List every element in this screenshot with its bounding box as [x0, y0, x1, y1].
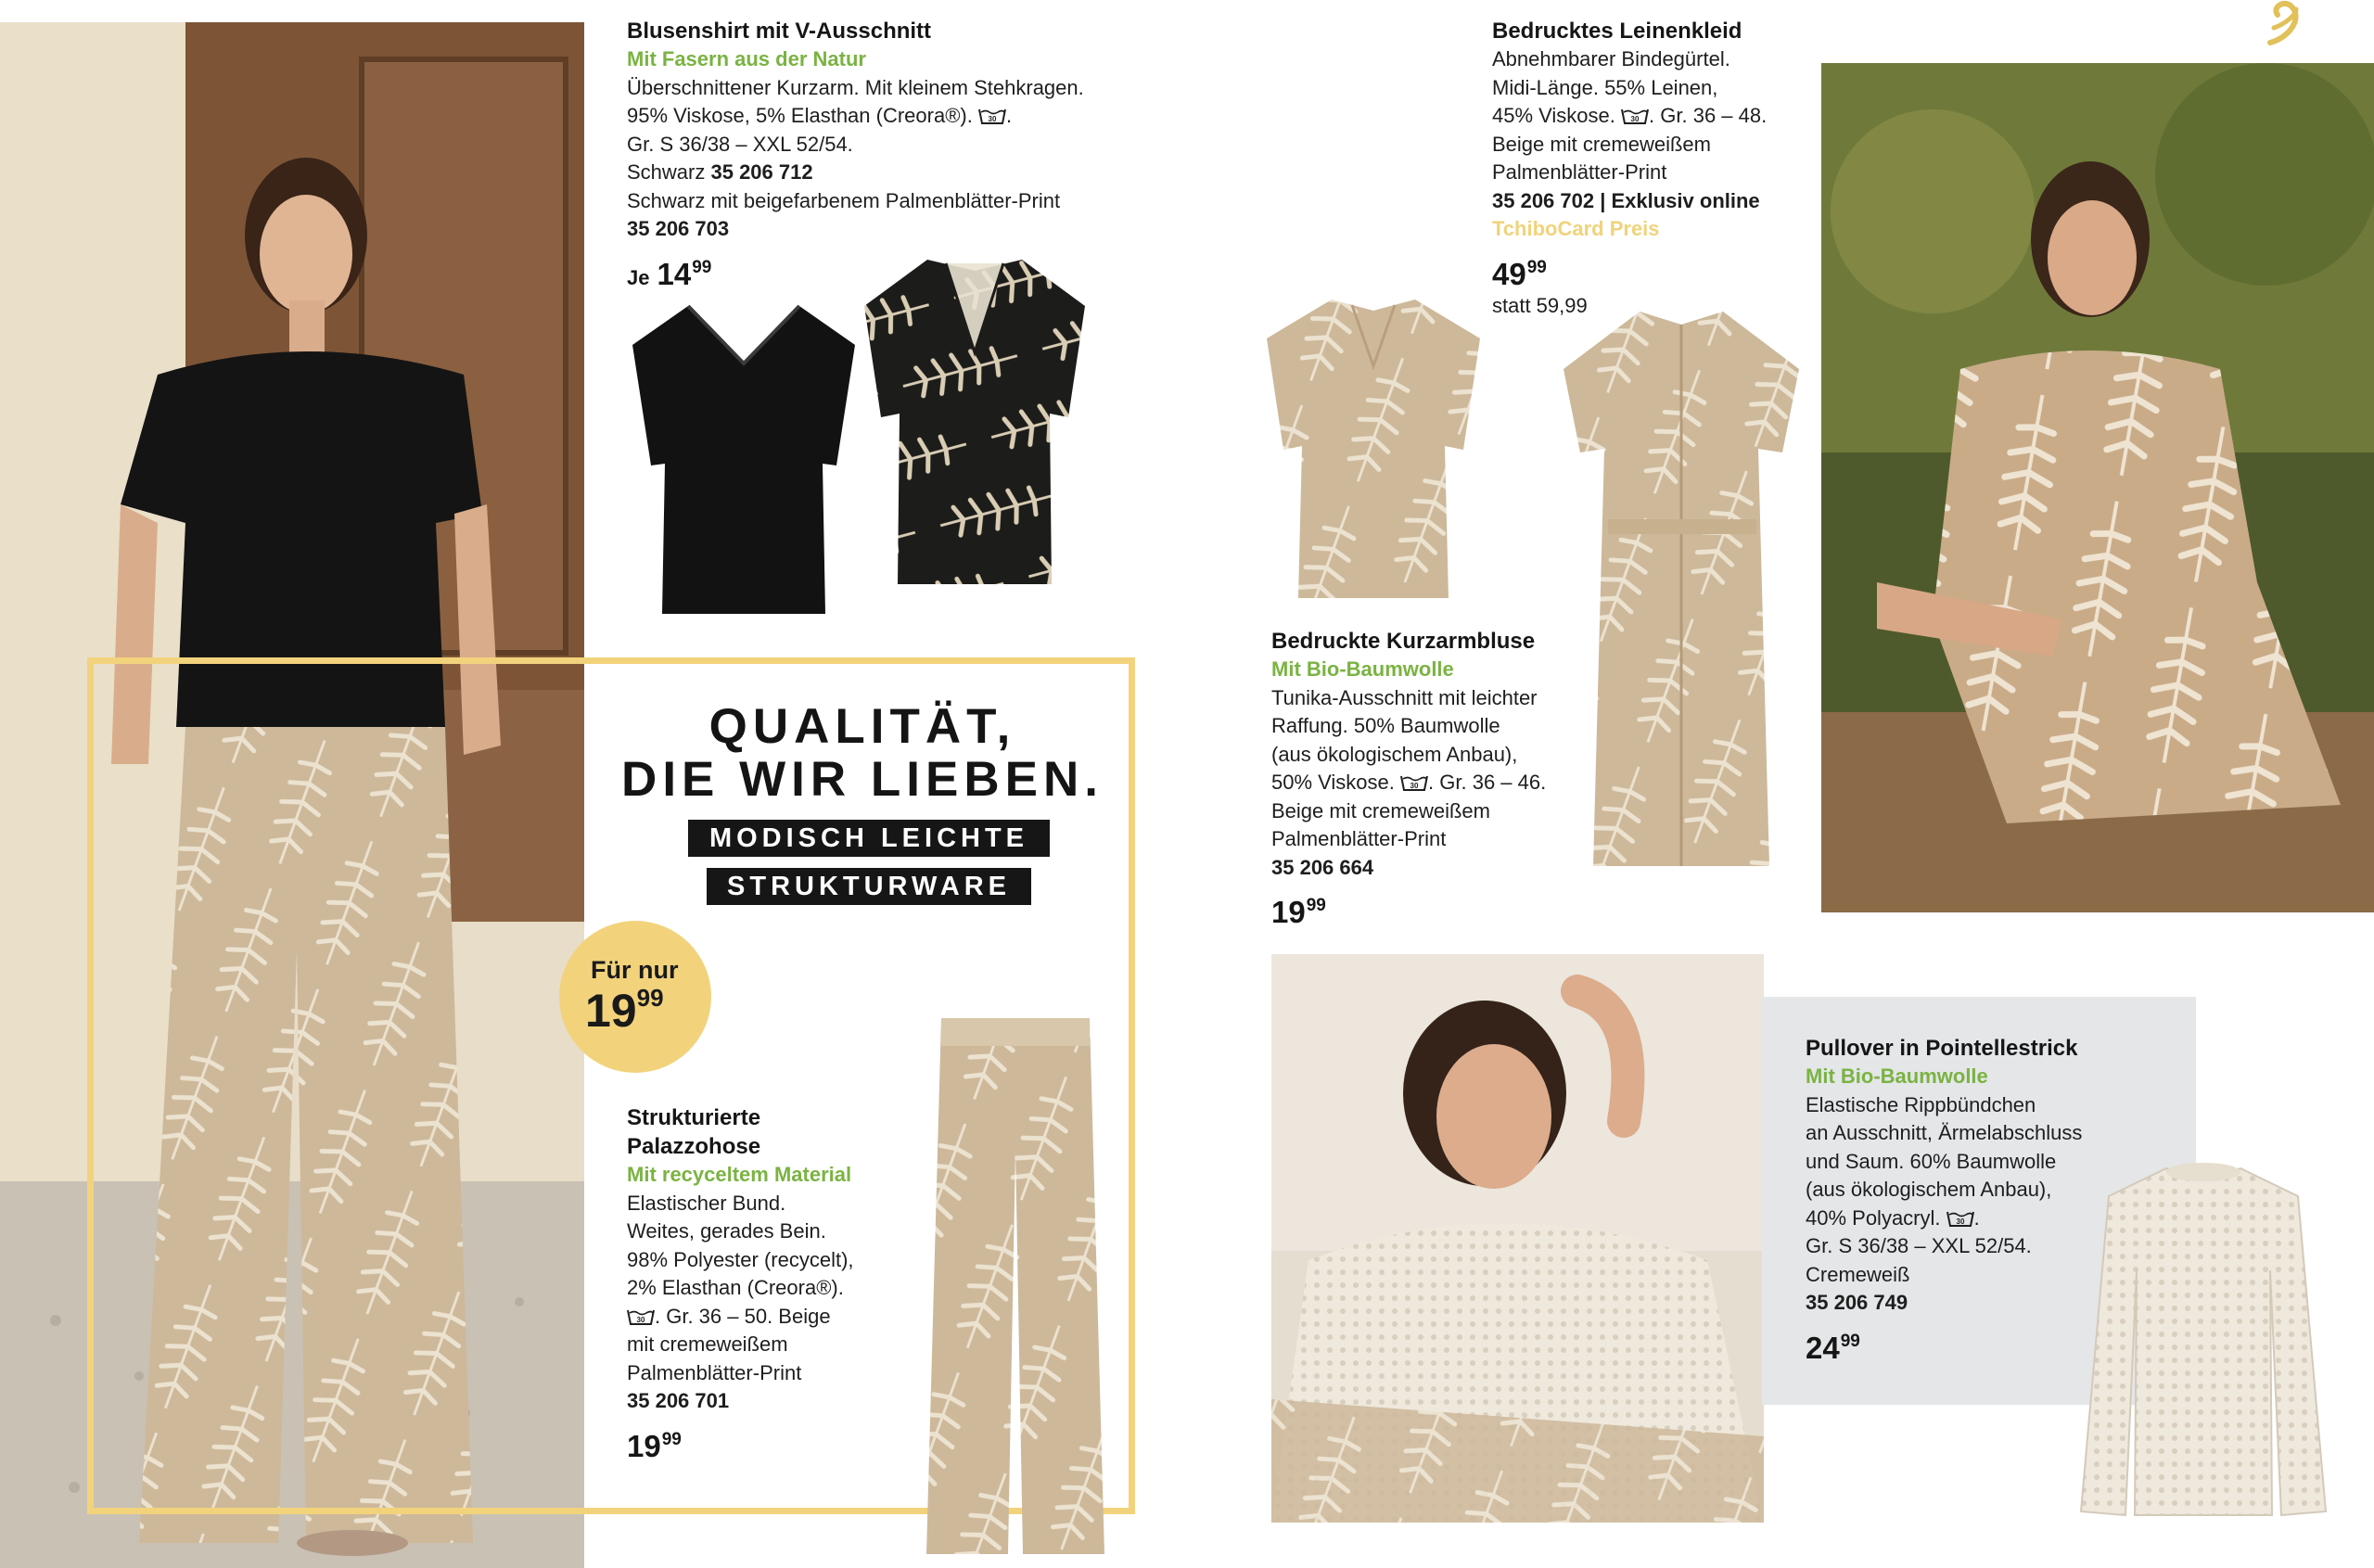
desc-line: und Saum. 60% Baumwolle — [1806, 1149, 2057, 1173]
desc-line: Gr. S 36/38 – XXL 52/54. — [627, 132, 853, 156]
price: $24^{99}$ — [1806, 1330, 1860, 1365]
product-leinenkleid — [1492, 17, 1844, 319]
eco-claim: Mit Bio-Baumwolle — [1806, 1064, 1988, 1088]
desc-line: Palmenblätter-Print — [1271, 827, 1447, 850]
product-image-print-blouse[interactable] — [853, 250, 1096, 593]
desc-line: Abnehmbarer Bindegürtel. — [1492, 47, 1730, 70]
desc-line: an Ausschnitt, Ärmelabschluss — [1806, 1121, 2083, 1144]
desc-line: Elastische Rippbündchen — [1806, 1092, 2036, 1116]
desc-line: 98% Polyester (recycelt), — [627, 1247, 854, 1271]
desc-line: 45% Viskose. . Gr. 36 – 48. — [1492, 104, 1768, 127]
photo-dress-model — [1821, 63, 2374, 912]
desc-line: Beige mit cremeweißem — [1271, 798, 1490, 822]
product-palazzohose — [627, 1103, 924, 1465]
variant-color: Schwarz mit beigefarbenem Palmenblätter-Print — [627, 188, 1061, 212]
wash-30-icon — [1946, 1209, 1974, 1228]
desc-line: Midi-Länge. 55% Leinen, — [1492, 75, 1718, 99]
headline — [612, 700, 1113, 806]
desc-line: Überschnittener Kurzarm. Mit kleinem Stehkragen. — [627, 75, 1084, 99]
desc-line: Elastischer Bund. — [627, 1191, 786, 1215]
article-number: 35 206 664 — [1271, 855, 1374, 879]
variant-line: Schwarz 35 206 712 — [627, 160, 813, 184]
product-title-2: Palazzohose — [627, 1134, 761, 1159]
price: $19^{99}$ — [627, 1428, 682, 1463]
product-title: Pullover in Pointellestrick — [1806, 1036, 2078, 1061]
product-title: Blusenshirt mit V-Ausschnitt — [627, 19, 932, 44]
product-image-palazzo-pants[interactable] — [923, 1011, 1108, 1563]
article-number: 35 206 702 | Exklusiv online — [1492, 188, 1760, 212]
band-2: STRUKTURWARE — [707, 868, 1031, 905]
desc-line: (aus ökologischem Anbau), — [1271, 742, 1518, 766]
eco-claim: Mit Fasern aus der Natur — [627, 47, 866, 70]
wash-30-icon — [1621, 107, 1649, 125]
product-image-linen-dress[interactable] — [1556, 304, 1806, 875]
desc-line: Weites, gerades Bein. — [627, 1219, 826, 1243]
band-1: MODISCH LEICHTE — [688, 820, 1050, 857]
desc-line: Palmenblätter-Print — [1492, 160, 1667, 184]
product-title: Bedrucktes Leinenkleid — [1492, 19, 1742, 44]
price: $49^{99}$ — [1492, 256, 1547, 291]
desc-line: 2% Elasthan (Creora®). — [627, 1276, 844, 1299]
old-price: statt 59,99 — [1492, 293, 1588, 317]
product-title: Bedruckte Kurzarmbluse — [1271, 629, 1536, 654]
desc-line: Beige mit cremeweißem — [1492, 132, 1711, 156]
product-kurzarmbluse — [1271, 627, 1568, 931]
headline-line-2: DIE WIR LIEBEN. — [621, 752, 1104, 807]
wash-30-icon — [978, 107, 1006, 125]
desc-line: 95% Viskose, 5% Elasthan (Creora®). . — [627, 104, 1013, 127]
eco-claim: Mit Bio-Baumwolle — [1271, 657, 1454, 681]
article-number: 35 206 749 — [1806, 1291, 1908, 1314]
product-image-pullover[interactable] — [2077, 1159, 2329, 1523]
desc-line: Raffung. 50% Baumwolle — [1271, 714, 1500, 737]
price: Je $14^{99}$ — [627, 256, 712, 291]
desc-line: 50% Viskose. . Gr. 36 – 46. — [1271, 771, 1547, 794]
desc-line: . Gr. 36 – 50. Beige — [627, 1303, 924, 1332]
desc-line: Cremeweiß — [1806, 1262, 1910, 1286]
price-badge — [559, 921, 711, 1073]
tchibo-logo-icon — [2263, 0, 2311, 50]
product-title: Strukturierte — [627, 1105, 761, 1130]
desc-line: (aus ökologischem Anbau), — [1806, 1178, 2052, 1201]
tchibocard-label: TchiboCard Preis — [1492, 217, 1660, 240]
desc-line: mit cremeweißem — [627, 1332, 788, 1356]
headline-line-1: QUALITÄT, — [708, 699, 1016, 754]
article-number: 35 206 701 — [627, 1389, 730, 1412]
wash-30-icon — [1400, 773, 1428, 792]
badge-label: Für nur — [591, 956, 679, 984]
product-image-black-blouse[interactable] — [623, 299, 864, 625]
eco-claim: Mit recyceltem Material — [627, 1163, 852, 1186]
product-image-beige-blouse[interactable] — [1259, 292, 1487, 607]
price: $19^{99}$ — [1271, 895, 1326, 929]
badge-price: $19^{99}$ — [585, 984, 664, 1037]
product-pullover — [1806, 1034, 2121, 1367]
desc-line: Tunika-Ausschnitt mit leichter — [1271, 685, 1538, 709]
wash-30-icon — [627, 1307, 655, 1326]
article-number: 35 206 703 — [627, 217, 730, 240]
desc-line: Palmenblätter-Print — [627, 1360, 802, 1384]
desc-line: 40% Polyacryl. . — [1806, 1205, 1980, 1230]
photo-pullover-model — [1271, 954, 1764, 1523]
desc-line: Gr. S 36/38 – XXL 52/54. — [1806, 1234, 2032, 1257]
